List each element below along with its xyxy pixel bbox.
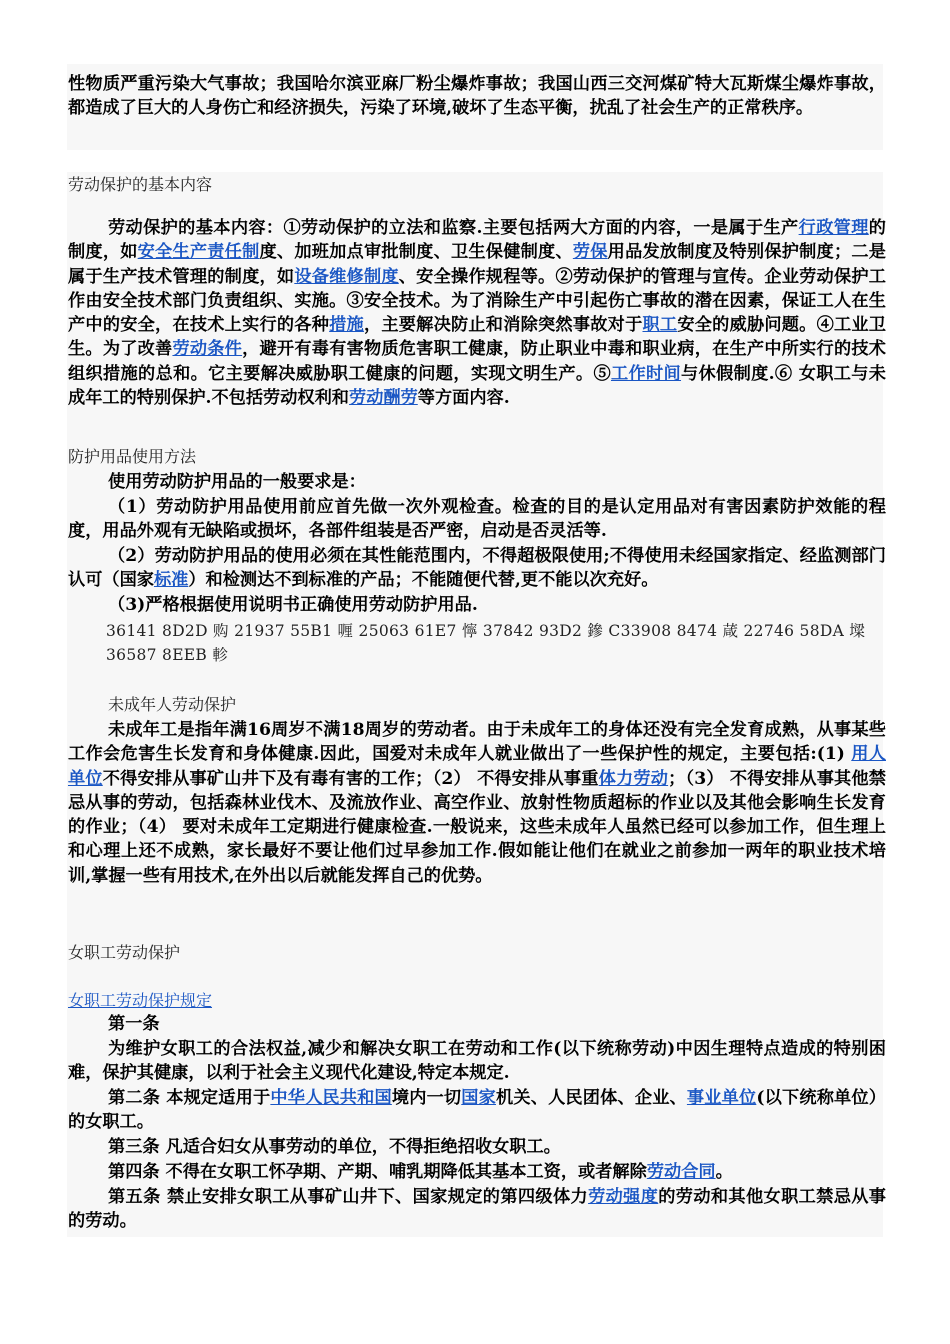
usage-item-3: （3)严格根据使用说明书正确使用劳动防护用品.: [108, 595, 478, 615]
inline-link[interactable]: 工作时间: [610, 363, 682, 384]
article-1-body: 为维护女职工的合法权益,减少和解决女职工在劳动和工作(以下统称劳动)中因生理特点造成的特别困难，保护其健康，以利于社会主义现代化建设,特定本规定.: [68, 1039, 886, 1084]
text-run: 等方面内容.: [417, 388, 510, 409]
text-run: 第五条 禁止安排女职工从事矿山井下、国家规定的第四级体力: [108, 1187, 589, 1207]
inline-link[interactable]: 事业单位: [686, 1088, 757, 1108]
heading-minor-protection: 未成年人劳动保护: [108, 695, 237, 714]
text-run: 第四条 不得在女职工怀孕期、产期、哺乳期降低其基本工资，或者解除: [108, 1162, 647, 1182]
text-run: 用品发放制度及特别保护制度；二是属于生产技术管理的制度，如: [68, 242, 886, 287]
inline-link[interactable]: 用人单位: [68, 744, 886, 789]
text-run: 度、加班加点审批制度、卫生保健制度、: [259, 242, 573, 263]
text-run: ）和检测达不到标准的产品；不能随便代替,更不能以次充好。: [188, 570, 659, 591]
female-regulation-link[interactable]: 女职工劳动保护规定: [68, 991, 213, 1010]
code-line: 36141 8D2D 购 21937 55B1 喱 25063 61E7 懧 37842 93D2 鏒 C33908 8474 葴 22746 58DA 墚 36587 8EEB 軫: [106, 622, 866, 664]
inline-link[interactable]: 中华人民共和国: [270, 1088, 392, 1108]
text-run: ，避开有毒有害物质危害职工健康，防止职业中毒和职业病，在生产中所实行的技术组织措施的总和。它主要解决威胁职工健康的问题，实现文明生产。⑤: [68, 339, 886, 384]
text-run: 境内一切: [391, 1088, 462, 1108]
text-run: 与休假制度.⑥ 女职工与未成年工的特别保护.不包括劳动权利和: [68, 363, 886, 409]
inline-link[interactable]: 体力劳动: [598, 768, 669, 789]
text-run: 安全的威胁问题。④工业卫生。为了改善: [68, 315, 886, 360]
inline-link[interactable]: 劳保: [572, 242, 608, 263]
inline-link[interactable]: 职工: [642, 315, 678, 336]
basic-content-paragraph: [68, 216, 886, 410]
text-run: 机关、人民团体、企业、: [496, 1088, 687, 1108]
inline-link[interactable]: 措施: [329, 315, 364, 336]
inline-link[interactable]: 标准: [153, 570, 189, 591]
usage-item-1: （1）劳动防护用品使用前应首先做一次外观检查。检查的目的是认定用品对有害因素防护效能的程度，用品外观有无缺陷或损坏，各部件组装是否严密，启动是否灵活等.: [68, 497, 886, 542]
text-run: 劳动保护的基本内容：①劳动保护的立法和监察.主要包括两大方面的内容，一是属于生产: [108, 218, 799, 238]
article-3: 第三条 凡适合妇女从事劳动的单位，不得拒绝招收女职工。: [108, 1137, 561, 1157]
text-run: 的劳动和其他女职工禁忌从事的劳动。: [68, 1187, 886, 1232]
inline-link[interactable]: 劳动强度: [588, 1187, 659, 1207]
inline-link[interactable]: 劳动酬劳: [349, 388, 418, 409]
inline-link[interactable]: 设备维修制度: [294, 266, 399, 287]
text-run: 未成年工是指年满16周岁不满18周岁的劳动者。由于未成年工的身体还没有完全发育成熟，从事某些工作会危害生长发育和身体健康.因此，国爱对未成年人就业做出了一些保护性的规定，主要包括:(1): [68, 720, 886, 765]
text-run: ，主要解决防止和消除突然事故对于: [363, 315, 643, 336]
inline-link[interactable]: 国家: [461, 1088, 496, 1108]
text-run: （2）劳动防护用品的使用必须在其性能范围内，不得超极限使用;不得使用未经国家指定、经监测部门认可（国家: [68, 546, 886, 591]
text-run: 。: [715, 1162, 733, 1182]
inline-link[interactable]: 安全生产责任制: [137, 242, 260, 263]
text-run: 第二条 本规定适用于: [108, 1088, 271, 1108]
usage-item-2: [68, 544, 886, 593]
usage-intro: 使用劳动防护用品的一般要求是：: [108, 472, 366, 492]
text-run: ；（3） 不得安排从事其他禁忌从事的劳动，包括森林业伐木、及流放作业、高空作业、放射性物质超标的作业以及其他会影响生长发育的作业；（4） 要对未成年工定期进行健康检查.一般说来，这些未成年人虽然已经可以参加工作，但生理上和心理上还不成熟，家长最好不要让他们过早参加工作.假如能让他们在就业之前参加一两年的职业技术培训,掌握一些有用技术,在外出以后就能发挥自己的优势。: [68, 768, 886, 886]
heading-female-protection: 女职工劳动保护: [68, 943, 181, 962]
text-run: 的制度，如: [68, 218, 886, 263]
inline-link[interactable]: 劳动合同: [646, 1162, 716, 1182]
article-5: [68, 1185, 886, 1234]
article-2: [68, 1086, 886, 1135]
minor-protection-paragraph: [68, 718, 886, 888]
intro-paragraph: [68, 72, 886, 121]
text-run: 、安全操作规程等。②劳动保护的管理与宣传。企业劳动保护工作由安全技术部门负责组织、实施。③安全技术。为了消除生产中引起伤亡事故的潜在因素，保证工人在生产中的安全，在技术上实行的各种: [68, 266, 886, 336]
heading-basic-content: 劳动保护的基本内容: [68, 175, 213, 194]
text-run: 不得安排从事矿山井下及有毒有害的工作；（2） 不得安排从事重: [102, 768, 599, 789]
article-4: [68, 1160, 886, 1184]
inline-link[interactable]: 行政管理: [798, 218, 869, 238]
text-run: 性物质严重污染大气事故；我国哈尔滨亚麻厂粉尘爆炸事故；我国山西三交河煤矿特大瓦斯煤尘爆炸事故，都造成了巨大的人身伤亡和经济损失，污染了环境,破坏了生态平衡，扰乱了社会生产的正常秩序。: [68, 74, 886, 119]
text-run: (以下统称单位）的女职工。: [68, 1088, 886, 1133]
heading-protective-usage: 防护用品使用方法: [68, 447, 197, 466]
inline-link[interactable]: 劳动条件: [172, 339, 243, 360]
article-1-title: 第一条: [108, 1014, 160, 1034]
